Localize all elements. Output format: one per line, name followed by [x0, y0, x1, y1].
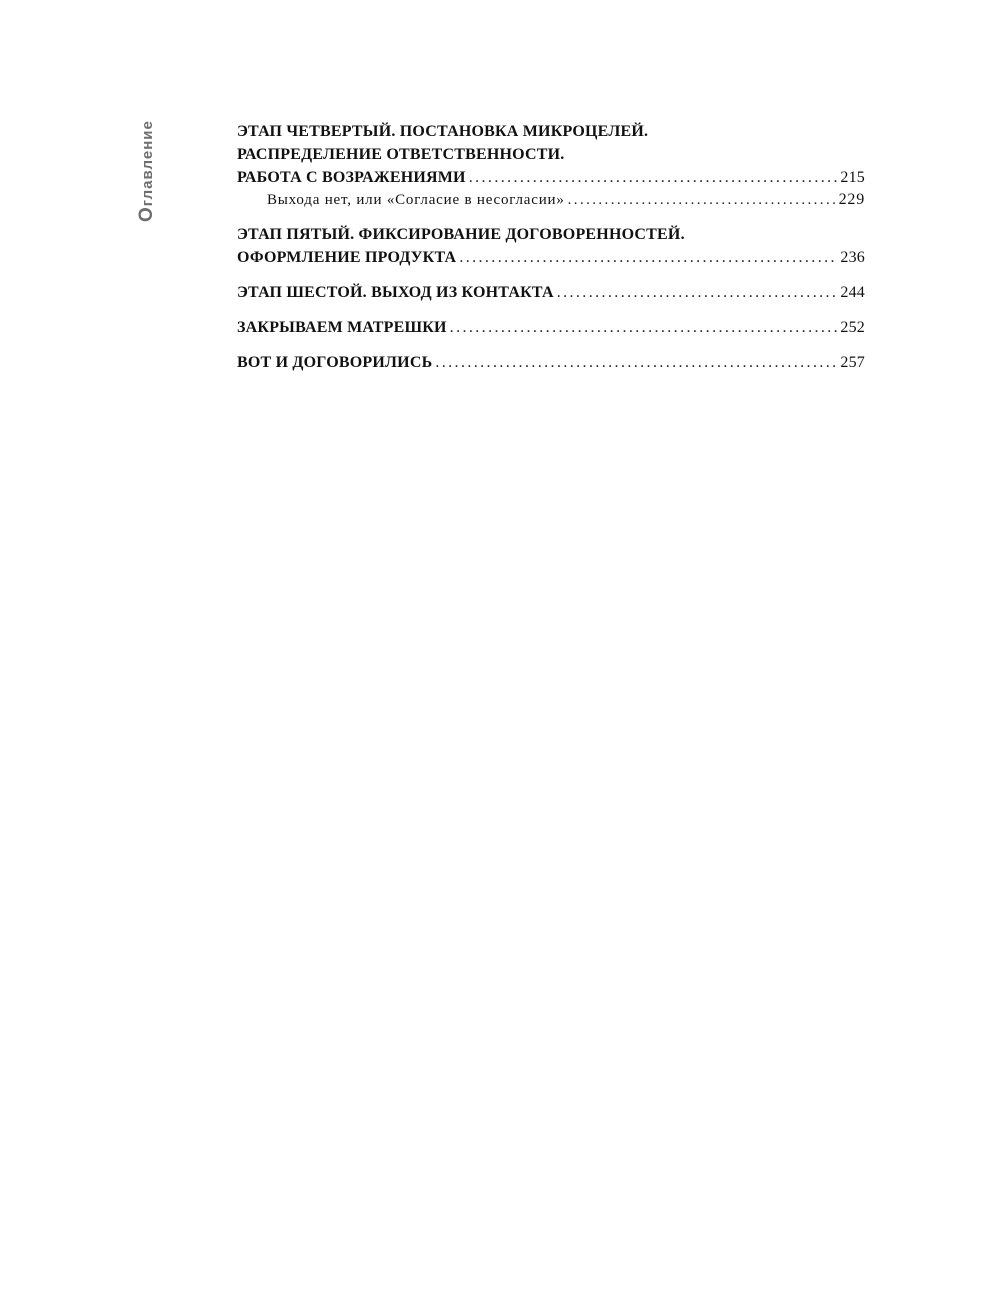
toc-subentry	[237, 189, 865, 211]
toc-entry-line	[237, 351, 865, 374]
dot-leader	[450, 316, 838, 339]
page-number: 236	[840, 249, 865, 266]
toc-entry-title: ЗАКРЫВАЕМ МАТРЕШКИ	[237, 319, 447, 336]
toc-entry-line	[237, 120, 865, 143]
page-number: 215	[840, 169, 865, 186]
toc-entry-stage-five	[237, 223, 865, 269]
dot-leader	[469, 166, 838, 189]
toc-entry-stage-six	[237, 281, 865, 304]
page-number: 252	[840, 319, 865, 336]
page-number: 257	[840, 354, 865, 371]
dot-leader	[568, 189, 836, 211]
running-head	[136, 120, 158, 222]
toc-entry-title-part: ЭТАП ЧЕТВЕРТЫЙ. ПОСТАНОВКА МИКРОЦЕЛЕЙ.	[237, 123, 649, 140]
dot-leader	[459, 246, 837, 269]
table-of-contents	[237, 120, 865, 386]
toc-entry-line	[237, 166, 865, 189]
page-number: 244	[840, 284, 865, 301]
toc-entry-title: ЭТАП ШЕСТОЙ. ВЫХОД ИЗ КОНТАКТА	[237, 284, 554, 301]
toc-entry-agreed	[237, 351, 865, 374]
toc-entry-title-part: ОФОРМЛЕНИЕ ПРОДУКТА	[237, 249, 457, 266]
toc-entry-line	[237, 223, 865, 246]
toc-entry-line	[237, 143, 865, 166]
toc-entry-line	[237, 246, 865, 269]
toc-entry-line	[237, 316, 865, 339]
toc-entry-closing-matryoshkas	[237, 316, 865, 339]
toc-entry-title-part: РАБОТА С ВОЗРАЖЕНИЯМИ	[237, 169, 466, 186]
toc-entry-stage-four	[237, 120, 865, 211]
toc-entry-line	[237, 281, 865, 304]
toc-entry-title: ВОТ И ДОГОВОРИЛИСЬ	[237, 354, 433, 371]
toc-entry-title-part: РАСПРЕДЕЛЕНИЕ ОТВЕТСТВЕННОСТИ.	[237, 146, 565, 163]
toc-entry-title-part: ЭТАП ПЯТЫЙ. ФИКСИРОВАНИЕ ДОГОВОРЕННОСТЕЙ.	[237, 226, 685, 243]
running-head-initial: О	[136, 206, 157, 222]
page-number: 229	[838, 191, 865, 208]
dot-leader	[435, 351, 837, 374]
running-head-rest: главление	[139, 120, 156, 207]
dot-leader	[557, 281, 838, 304]
toc-subentry-title: Выхода нет, или «Согласие в несогласии»	[267, 192, 565, 208]
